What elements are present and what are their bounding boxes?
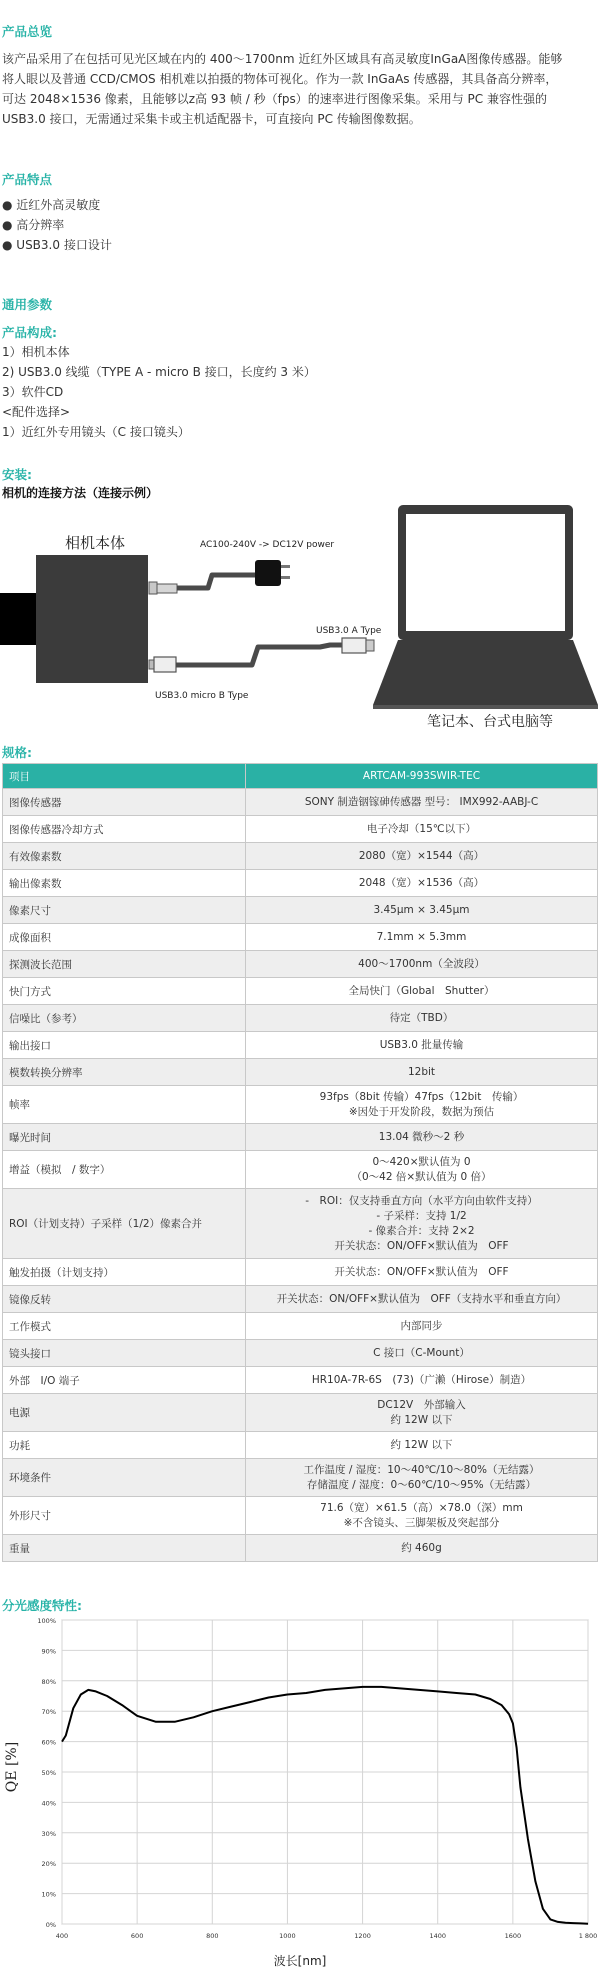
spec-value-line: 开关状态：ON/OFF×默认值为 OFF（支持水平和垂直方向）	[276, 1292, 567, 1305]
x-tick-label: 1 800	[578, 1932, 598, 1940]
y-tick-label: 60%	[41, 1738, 56, 1747]
spec-row	[3, 1259, 598, 1286]
spec-row	[3, 1367, 598, 1394]
spec-value-line: 开关状态：ON/OFF×默认值为 OFF	[334, 1265, 509, 1278]
x-tick-label: 1400	[429, 1932, 446, 1940]
x-tick-label: 1200	[354, 1932, 371, 1940]
spec-header-value: ARTCAM-993SWIR-TEC	[246, 764, 598, 789]
spec-row	[3, 1124, 598, 1151]
spec-value	[246, 951, 598, 978]
spec-value-line: 开关状态：ON/OFF×默认值为 OFF	[334, 1239, 509, 1252]
series-layer	[62, 1687, 588, 1924]
spec-row	[3, 978, 598, 1005]
spec-value	[246, 924, 598, 951]
spec-key: 外部 I/O 端子	[3, 1367, 246, 1394]
spec-value-line: 电子冷却（15℃以下）	[366, 822, 477, 835]
x-tick-label: 1000	[279, 1932, 296, 1940]
pc-label: 笔记本、台式电脑等	[427, 714, 553, 730]
spec-header-row	[3, 764, 598, 789]
overview-line: 可达 2048×1536 像素，且能够以z高 93 帧 / 秒（fps）的速率进行图像采集。采用与 PC 兼容性强的	[2, 92, 547, 106]
composition-item: 1）近红外专用镜头（C 接口镜头）	[2, 425, 190, 439]
spec-row	[3, 816, 598, 843]
feature-item: ● 近红外高灵敏度	[2, 198, 101, 212]
install-subtitle: 相机的连接方法（连接示例）	[2, 486, 159, 500]
spec-value	[246, 1259, 598, 1286]
spec-value-line: SONY 制造铟镓砷传感器 型号： IMX992-AABJ-C	[304, 795, 539, 808]
spec-row	[3, 1189, 598, 1259]
spec-value-line: 2048（宽）×1536（高）	[358, 876, 485, 889]
usb-b-label: USB3.0 micro B Type	[155, 691, 249, 701]
y-axis-label: QE [%]	[4, 1741, 20, 1793]
x-tick-label: 600	[130, 1932, 144, 1940]
spec-value	[246, 1032, 598, 1059]
spec-row	[3, 951, 598, 978]
spec-key: 曝光时间	[3, 1124, 246, 1151]
x-tick-label: 800	[206, 1932, 219, 1940]
overview-line: 该产品采用了在包括可见光区域在内的 400～1700nm 近红外区域具有高灵敏度InGaA图像传感器。能够	[2, 52, 563, 66]
spec-value-line: 待定（TBD）	[389, 1011, 454, 1024]
spec-key: 有效像素数	[3, 843, 246, 870]
spec-row	[3, 1151, 598, 1189]
power-label: AC100-240V -> DC12V power	[200, 540, 335, 550]
spec-value-line: 约 12W 以下	[390, 1413, 453, 1426]
spec-value-line: ※不含镜头、三脚架板及突起部分	[343, 1516, 500, 1529]
qe-chart	[0, 1612, 600, 1970]
spec-key: 信噪比（参考）	[3, 1005, 246, 1032]
qe-series-line	[62, 1687, 588, 1924]
chart-grid	[62, 1620, 588, 1924]
spec-value-line: 12bit	[407, 1065, 436, 1078]
x-tick-labels	[56, 1932, 598, 1940]
spec-title: 规格:	[2, 745, 32, 760]
overview-line: USB3.0 接口，无需通过采集卡或主机适配器卡，可直接向 PC 传输图像数据。	[2, 112, 421, 126]
spec-header-key: 项目	[3, 764, 246, 789]
spec-value-line: 93fps（8bit 传输）47fps（12bit 传输）	[319, 1090, 524, 1103]
y-tick-label: 50%	[41, 1769, 56, 1777]
spec-key: 像素尺寸	[3, 897, 246, 924]
y-tick-label: 20%	[41, 1860, 56, 1869]
spec-value-line: 7.1mm × 5.3mm	[376, 930, 467, 943]
install-title: 安装:	[2, 467, 32, 482]
usb-a-label: USB3.0 A Type	[316, 626, 382, 636]
spec-value	[246, 1189, 598, 1259]
spec-key: 图像传感器冷却方式	[3, 816, 246, 843]
feature-item: ● 高分辨率	[2, 218, 65, 232]
spec-row	[3, 1286, 598, 1313]
spec-key: 探测波长范围	[3, 951, 246, 978]
spec-row	[3, 897, 598, 924]
spec-value	[246, 1367, 598, 1394]
spec-value	[246, 1086, 598, 1124]
spec-row	[3, 1059, 598, 1086]
spec-value	[246, 816, 598, 843]
spec-value-line: 2080（宽）×1544（高）	[358, 849, 485, 862]
spec-value-line: 全局快门（Global Shutter）	[348, 984, 495, 997]
spec-value	[246, 1394, 598, 1432]
spec-row	[3, 1432, 598, 1459]
spec-key: 电源	[3, 1394, 246, 1432]
spec-value	[246, 1124, 598, 1151]
spec-row	[3, 924, 598, 951]
spec-value-line: 0～420×默认值为 0	[372, 1155, 471, 1168]
spec-value	[246, 1459, 598, 1497]
spec-row	[3, 1032, 598, 1059]
spec-key: 模数转换分辨率	[3, 1059, 246, 1086]
camera-body-shape	[36, 555, 148, 683]
spec-row	[3, 1459, 598, 1497]
x-axis-label: 波长[nm]	[273, 1954, 327, 1968]
y-tick-label: 10%	[41, 1890, 56, 1899]
composition-item: <配件选择>	[2, 405, 71, 419]
spec-value	[246, 789, 598, 816]
y-tick-label: 30%	[41, 1829, 56, 1838]
spec-value-line: 13.04 微秒～2 秒	[378, 1130, 465, 1143]
spec-key: 快门方式	[3, 978, 246, 1005]
spec-value-line: DC12V 外部输入	[377, 1398, 466, 1411]
spec-value-line: 存储温度 / 湿度：0～60℃/10～95%（无结露）	[306, 1478, 537, 1491]
spec-value-line: - 子采样：支持 1/2	[376, 1209, 467, 1222]
power-adapter-icon	[255, 560, 281, 586]
y-tick-labels	[37, 1617, 56, 1929]
spec-value-line: C 接口（C-Mount）	[373, 1346, 470, 1359]
composition-item: 2) USB3.0 线缆（TYPE A - micro B 接口，长度约 3 米）	[2, 365, 316, 379]
spec-value-line: 约 460g	[401, 1541, 442, 1554]
y-tick-label: 70%	[41, 1708, 56, 1717]
spec-key: 触发拍摄（计划支持）	[3, 1259, 246, 1286]
features-title: 产品特点	[2, 172, 53, 187]
spec-value-line: 400～1700nm（全波段）	[358, 957, 485, 970]
spec-value-line: 内部同步	[400, 1319, 443, 1332]
spec-row	[3, 1005, 598, 1032]
params-title: 通用参数	[2, 297, 53, 312]
spec-value-line: ※因处于开发阶段，数据为预估	[348, 1105, 495, 1118]
spec-value-line: USB3.0 批量传输	[379, 1038, 464, 1051]
composition-item: 3）软件CD	[2, 385, 64, 399]
spec-row	[3, 843, 598, 870]
y-tick-label: 90%	[41, 1647, 56, 1656]
spec-row	[3, 789, 598, 816]
spec-value	[246, 1432, 598, 1459]
feature-item: ● USB3.0 接口设计	[2, 238, 112, 252]
spec-value-line: 约 12W 以下	[390, 1438, 453, 1451]
spec-key: 镜头接口	[3, 1340, 246, 1367]
spec-value	[246, 978, 598, 1005]
spec-key: 功耗	[3, 1432, 246, 1459]
y-tick-label: 80%	[41, 1677, 56, 1686]
spec-row	[3, 1497, 598, 1535]
spec-value	[246, 1535, 598, 1562]
usb-cable	[176, 645, 345, 665]
y-tick-label: 100%	[37, 1617, 56, 1625]
spec-value-line: - 像素合并：支持 2×2	[368, 1224, 475, 1237]
y-tick-label: 40%	[41, 1799, 56, 1808]
spec-table	[2, 763, 598, 1562]
spec-value-line: （0～42 倍×默认值为 0 倍）	[351, 1170, 492, 1183]
spec-key: 增益（模拟 / 数字）	[3, 1151, 246, 1189]
spec-value-line: 3.45μm × 3.45μm	[373, 903, 470, 916]
composition-item: 1）相机本体	[2, 345, 70, 359]
spec-key: 帧率	[3, 1086, 246, 1124]
spec-value	[246, 1340, 598, 1367]
lens-shape	[0, 593, 36, 645]
x-tick-label: 1600	[504, 1932, 522, 1940]
spec-value	[246, 1286, 598, 1313]
spec-row	[3, 1394, 598, 1432]
camera-label: 相机本体	[64, 534, 126, 552]
spec-value	[246, 843, 598, 870]
spec-key: ROI（计划支持）子采样（1/2）像素合并	[3, 1189, 246, 1259]
spec-value	[246, 1151, 598, 1189]
spec-row	[3, 870, 598, 897]
spec-value	[246, 1497, 598, 1535]
spec-value	[246, 870, 598, 897]
spec-value	[246, 1059, 598, 1086]
spec-value-line: 71.6（宽）×61.5（高）×78.0（深）mm	[320, 1501, 523, 1514]
spec-row	[3, 1535, 598, 1562]
spec-row	[3, 1313, 598, 1340]
spec-key: 重量	[3, 1535, 246, 1562]
connection-diagram	[0, 505, 600, 730]
spec-key: 镜像反转	[3, 1286, 246, 1313]
spec-value	[246, 1313, 598, 1340]
qe-title: 分光感度特性:	[2, 1598, 82, 1613]
spec-key: 输出接口	[3, 1032, 246, 1059]
overview-title: 产品总览	[2, 24, 53, 39]
y-tick-label: 0%	[45, 1921, 56, 1929]
spec-row	[3, 1340, 598, 1367]
spec-key: 输出像素数	[3, 870, 246, 897]
spec-key: 工作模式	[3, 1313, 246, 1340]
spec-key: 环境条件	[3, 1459, 246, 1497]
spec-value	[246, 897, 598, 924]
overview-line: 将人眼以及普通 CCD/CMOS 相机难以拍摄的物体可视化。作为一款 InGaAs 传感器，其具备高分辨率，	[2, 72, 558, 86]
spec-key: 成像面积	[3, 924, 246, 951]
composition-title: 产品构成:	[2, 325, 57, 340]
spec-value	[246, 1005, 598, 1032]
spec-row	[3, 1086, 598, 1124]
spec-value-line: HR10A-7R-6S (73)（广濑（Hirose）制造）	[311, 1373, 532, 1386]
power-cable	[177, 575, 258, 588]
spec-key: 图像传感器	[3, 789, 246, 816]
spec-value-line: - ROI：仅支持垂直方向（水平方向由软件支持）	[305, 1194, 538, 1207]
x-tick-label: 400	[55, 1932, 69, 1940]
spec-value-line: 工作温度 / 湿度：10～40℃/10～80%（无结露）	[303, 1463, 540, 1476]
spec-key: 外形尺寸	[3, 1497, 246, 1535]
